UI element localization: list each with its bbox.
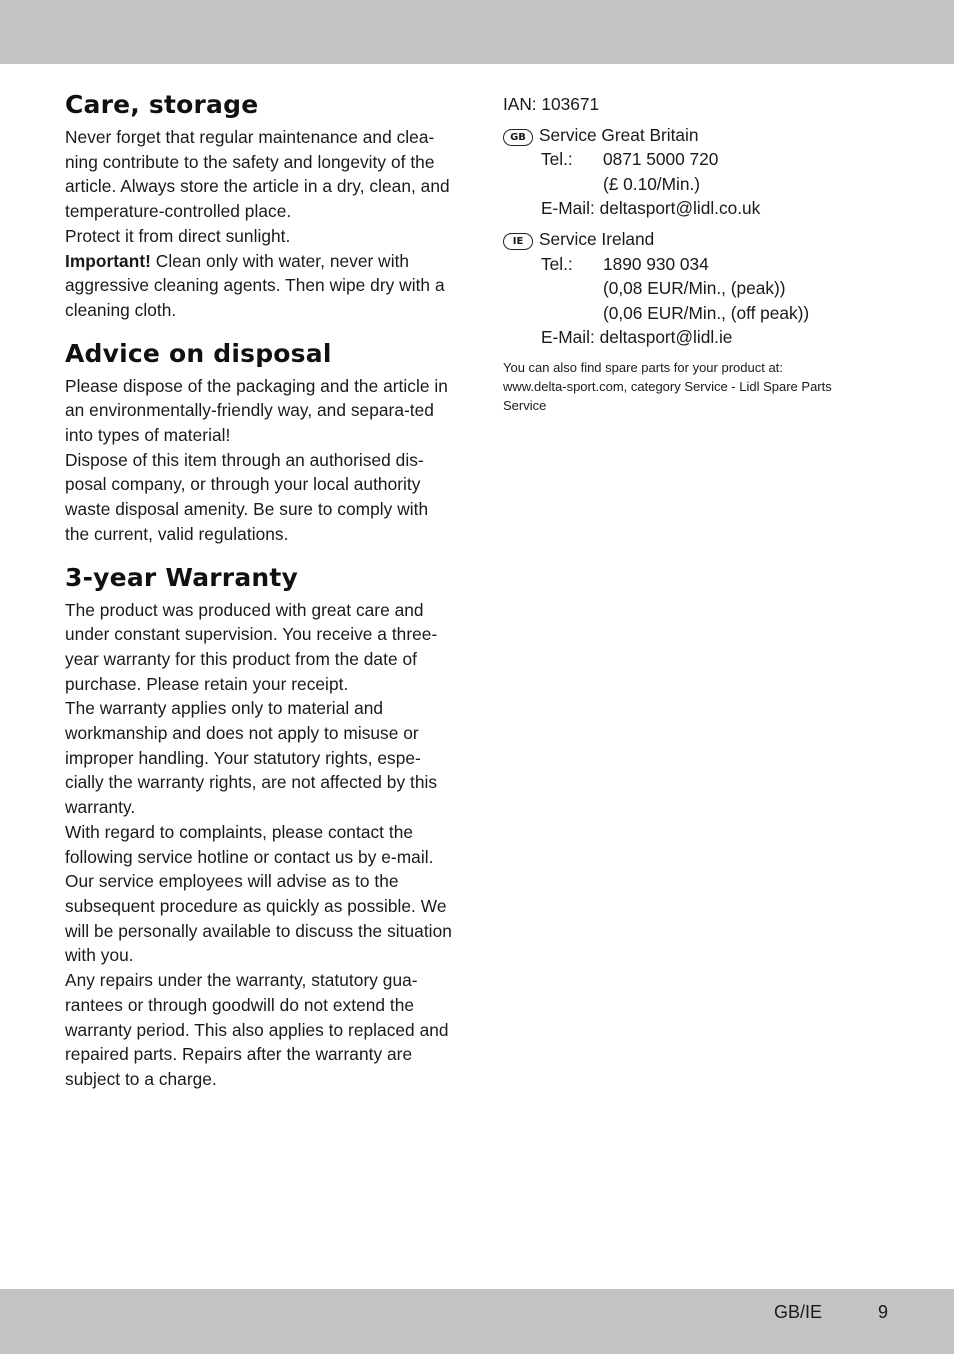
- care-heading: Care, storage: [65, 90, 259, 119]
- care-paragraph: Never forget that regular maintenance and clea-ning contribute to the safety and longevity of the article. Always store the article in a dry, clean, and temperature-controlled place.: [65, 127, 450, 222]
- gb-email: deltasport@lidl.co.uk: [599, 198, 761, 219]
- disposal-paragraph: Please dispose of the packaging and the article in an environmentally-friendly way, and separa-ted into types of material!: [65, 375, 448, 446]
- ian-number: IAN: 103671: [503, 94, 600, 114]
- warranty-paragraph: Any repairs under the warranty, statutory gua-rantees or through goodwill do not extend the warranty period. This also applies to replaced and repaired parts. Repairs after the warranty are subject to a charge.: [65, 970, 449, 1089]
- ie-email: deltasport@lidl.ie: [599, 327, 733, 348]
- important-label: Important!: [65, 250, 151, 271]
- ie-flag-icon: IE: [503, 233, 533, 250]
- ie-rate-offpeak: (0,06 EUR/Min., (off peak)): [603, 302, 810, 323]
- spare-parts-line: www.delta-sport.com, category Service - Lidl Spare Parts: [503, 378, 832, 394]
- email-label: E-Mail:: [541, 327, 595, 348]
- service-ie-title: [503, 227, 903, 252]
- warranty-paragraph: With regard to complaints, please contact the following service hotline or contact us by e-mail. Our service employees will advise as to the subsequent procedure as quickly as possible. We will be personally available to discuss the situation with you.: [65, 821, 452, 966]
- service-gb-email: [503, 196, 903, 221]
- ie-phone: 1890 930 034: [603, 253, 709, 274]
- service-gb-title: [503, 123, 903, 148]
- service-ie-name: Service Ireland: [539, 228, 655, 249]
- spare-parts-note: [503, 358, 903, 415]
- page-number: 9: [878, 1302, 889, 1322]
- footer-region: GB/IE: [774, 1302, 823, 1322]
- important-text: Clean only with water, never with aggressive cleaning agents. Then wipe dry with a cleaning cloth.: [65, 250, 445, 320]
- service-gb-tel: [503, 147, 903, 172]
- service-ie-tel: [503, 252, 903, 277]
- spare-parts-line: You can also find spare parts for your product at:: [503, 359, 783, 375]
- tel-label: Tel.:: [541, 149, 573, 170]
- service-ie-email: [503, 325, 903, 350]
- disposal-paragraph: Dispose of this item through an authorised dis-posal company, or through your local authority waste disposal amenity. Be sure to comply with the current, valid regulations.: [65, 449, 429, 544]
- warranty-paragraph: The warranty applies only to material and workmanship and does not apply to misuse or improper handling. Your statutory rights, espe-cially the warranty rights, are not affected by this warranty.: [65, 698, 438, 818]
- care-important: [65, 249, 455, 323]
- warranty-heading: 3-year Warranty: [65, 562, 299, 592]
- care-paragraph: Protect it from direct sunlight.: [65, 225, 291, 246]
- gb-phone: 0871 5000 720: [603, 149, 719, 170]
- service-gb-name: Service Great Britain: [539, 124, 699, 145]
- gb-flag-icon: GB: [503, 129, 533, 146]
- email-label: E-Mail:: [541, 198, 595, 219]
- service-column: [503, 92, 903, 415]
- header-band: [0, 0, 954, 64]
- disposal-heading: Advice on disposal: [65, 338, 332, 368]
- left-column: [65, 90, 455, 1092]
- gb-rate: (£ 0.10/Min.): [603, 173, 701, 194]
- spare-parts-line: Service: [503, 397, 547, 413]
- warranty-paragraph: The product was produced with great care and under constant supervision. You receive a three-year warranty for this product from the date of purchase. Please retain your receipt.: [65, 599, 438, 694]
- ie-rate-peak: (0,08 EUR/Min., (peak)): [603, 278, 786, 299]
- tel-label: Tel.:: [541, 253, 573, 274]
